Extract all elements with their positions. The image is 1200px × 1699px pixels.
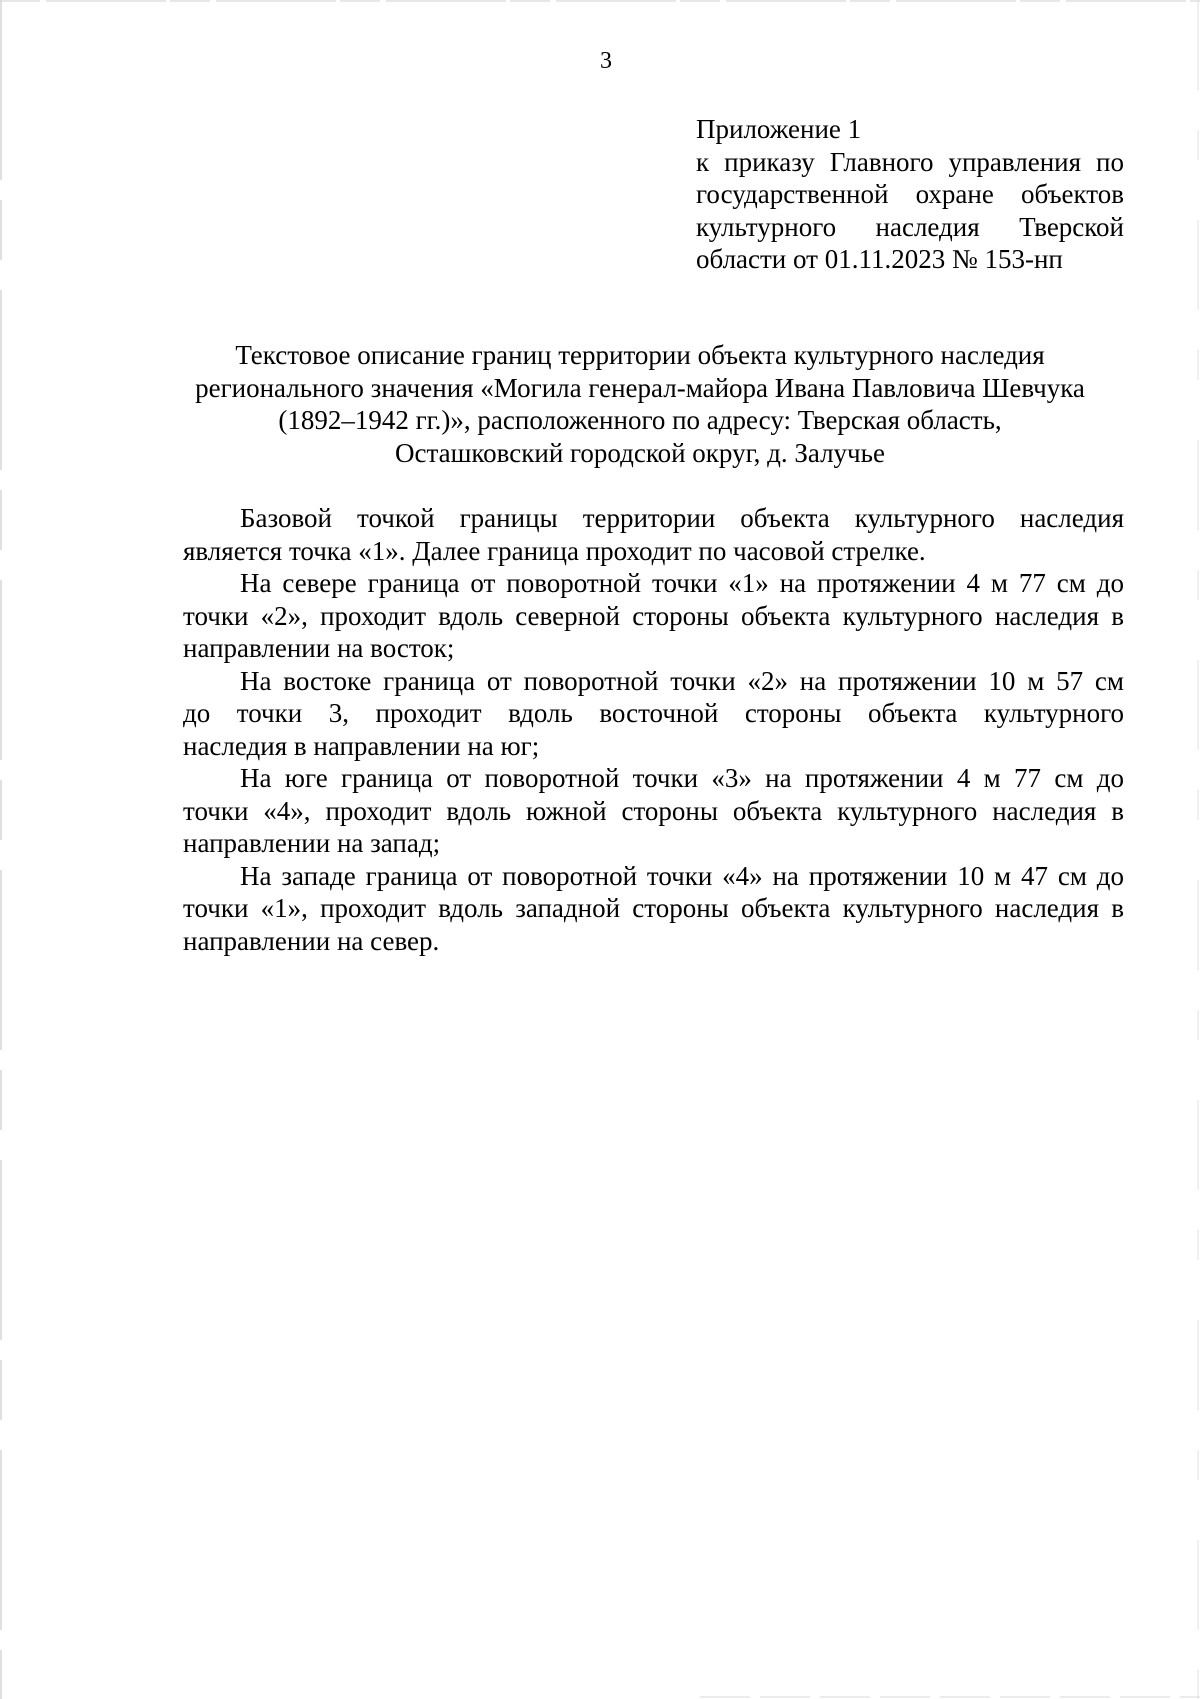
paragraph-line: направлении на восток; bbox=[183, 633, 455, 663]
paragraph-line: На востоке граница от поворотной точки «2» на протяжении 10 м 57 см bbox=[240, 665, 1124, 696]
paragraph bbox=[183, 665, 1124, 763]
paragraph-line: наследия в направлении на юг; bbox=[183, 730, 540, 761]
paragraph-line: до точки 3, проходит вдоль восточной стороны объекта культурного bbox=[183, 698, 1124, 728]
paragraph-line: является точка «1». Далее граница проходит по часовой стрелке. bbox=[183, 535, 926, 566]
document-title bbox=[160, 339, 1120, 469]
paragraph-line: направлении на запад; bbox=[183, 828, 441, 858]
paragraph-line: точки «1», проходит вдоль западной стороны объекта культурного наследия в bbox=[183, 893, 1124, 923]
title-line: регионального значения «Могила генерал-майора Ивана Павловича Шевчука bbox=[195, 372, 1085, 403]
paragraph-line: Базовой точкой границы территории объекта культурного наследия bbox=[240, 503, 1124, 533]
paragraph bbox=[183, 502, 1124, 567]
appendix-line: Приложение 1 bbox=[696, 114, 862, 144]
document-body bbox=[183, 502, 1124, 957]
paragraph bbox=[183, 762, 1124, 860]
appendix-line: культурного наследия Тверской bbox=[696, 211, 1124, 242]
paragraph-line: На севере граница от поворотной точки «1» на протяжении 4 м 77 см до bbox=[240, 568, 1124, 598]
paragraph-line: На юге граница от поворотной точки «3» на протяжении 4 м 77 см до bbox=[240, 763, 1124, 793]
appendix-line: к приказу Главного управления по bbox=[696, 146, 1124, 177]
paragraph bbox=[183, 860, 1124, 958]
appendix-line: государственной охране объектов bbox=[696, 179, 1124, 209]
document-page: 3 Приложение 1 к приказу Главного управления по государственной охране объектов культурного наследия Тверской области от 01.11.2023 № 153-нп Текстовое описание границ территории объекта культурного наследия регионального значения «Могила генерал-майора Ивана Павловича Шевчука (1892–1942 гг.)», расположенного по адресу: Тверская область, Осташковский городской округ, д. Залучье Базовой точкой границы территории объекта культурного наследия является точка «1». Далее граница проходит по часовой стрелке. На севере граница от поворотной точки «1» на протяжении 4 м 77 см до точки «2», проходит вдоль северной стороны объекта культурного наследия в направлении на восток; На востоке граница от поворотной точки «2» на протяжении 10 м 57 см до точки 3, проходит вдоль восточной стороны объекта культурного наследия в направлении на юг; На юге граница от поворотной точки «3» на протяжении 4 м 77 см до точки «4», проходит вдоль южной стороны объекта культурного наследия в направлении на запад; На западе граница от поворотной точки «4» на протяжении 10 м 47 см до точки «1», проходит вдоль западной стороны объекта культурного наследия в направлении на север. bbox=[0, 0, 1200, 1699]
title-line: Осташковский городской округ, д. Залучье bbox=[395, 437, 885, 468]
paragraph-line: точки «2», проходит вдоль северной стороны объекта культурного наследия в bbox=[183, 600, 1124, 631]
title-line: (1892–1942 гг.)», расположенного по адресу: Тверская область, bbox=[278, 405, 1002, 435]
paragraph-line: На западе граница от поворотной точки «4» на протяжении 10 м 47 см до bbox=[240, 860, 1124, 891]
appendix-line: области от 01.11.2023 № 153-нп bbox=[696, 244, 1063, 274]
paragraph-line: точки «4», проходит вдоль южной стороны объекта культурного наследия в bbox=[183, 795, 1124, 826]
paragraph-line: направлении на север. bbox=[183, 925, 440, 956]
paragraph bbox=[183, 567, 1124, 665]
appendix-header bbox=[696, 113, 1124, 276]
title-line: Текстовое описание границ территории объекта культурного наследия bbox=[235, 340, 1045, 370]
